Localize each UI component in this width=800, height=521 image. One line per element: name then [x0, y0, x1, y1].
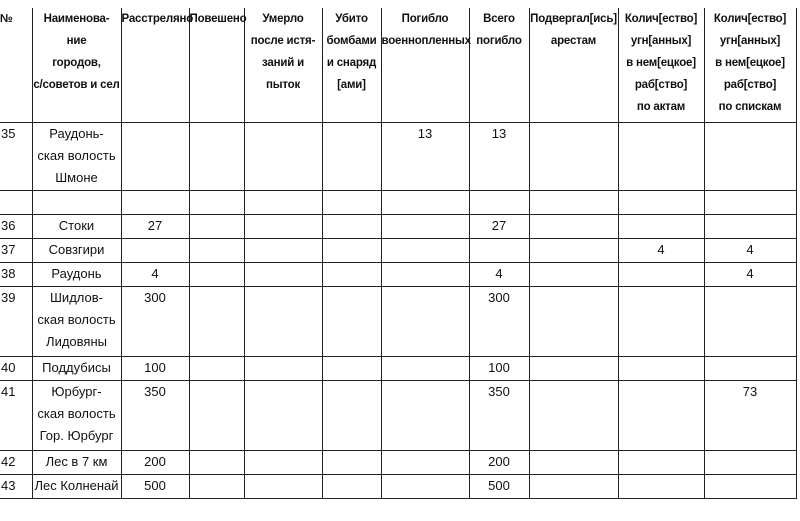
died-count [244, 380, 322, 450]
deported-acts-count [618, 450, 704, 474]
place-name-line: Шмоне [55, 169, 98, 185]
table-row [0, 190, 796, 214]
deported-lists-count [704, 450, 796, 474]
pow-count [381, 214, 469, 238]
place-name-line: ская волость [37, 405, 116, 421]
arrested-count [529, 190, 618, 214]
place-name-line: Раудонь [51, 265, 102, 281]
header-line: бомбами [326, 35, 377, 47]
pow-count [381, 356, 469, 380]
deported-acts-count [618, 190, 704, 214]
total-count: 300 [469, 286, 529, 356]
hanged-count [189, 190, 244, 214]
place-name-line: ская волость [37, 147, 116, 163]
header-line: угн[анных] [719, 35, 781, 47]
row-number: 37 [0, 238, 32, 262]
deported-lists-count [704, 356, 796, 380]
killed-count [322, 214, 381, 238]
table-row [0, 474, 796, 498]
header-line: угн[анных] [630, 35, 692, 47]
pow-count: 13 [381, 122, 469, 190]
table-body [0, 122, 796, 498]
row-number: 36 [0, 214, 32, 238]
total-count: 13 [469, 122, 529, 190]
casualty-table [0, 8, 797, 499]
header-line: заний и пыток [262, 57, 304, 91]
killed-count [322, 262, 381, 286]
deported-lists-count: 4 [704, 262, 796, 286]
header-line: Расстреляно [121, 13, 194, 25]
col-header-killed-bombs [322, 8, 381, 122]
deported-lists-count [704, 286, 796, 356]
place-name [32, 122, 121, 190]
header-line: № [0, 13, 13, 25]
col-header-number [0, 8, 32, 122]
place-name-line: Поддубисы [42, 359, 111, 375]
killed-count [322, 190, 381, 214]
header-line: по актам [636, 101, 686, 113]
place-name-line: Лидовяны [46, 333, 107, 349]
place-name [32, 356, 121, 380]
arrested-count [529, 214, 618, 238]
row-number: 42 [0, 450, 32, 474]
pow-count [381, 450, 469, 474]
died-count [244, 238, 322, 262]
shot-count: 200 [121, 450, 189, 474]
header-line: в нем[ецкое] [715, 57, 785, 69]
place-name [32, 286, 121, 356]
table-row [0, 122, 796, 190]
deported-lists-count [704, 190, 796, 214]
killed-count [322, 122, 381, 190]
total-count: 4 [469, 262, 529, 286]
shot-count: 100 [121, 356, 189, 380]
row-number [0, 190, 32, 214]
deported-acts-count [618, 214, 704, 238]
died-count [244, 356, 322, 380]
place-name [32, 380, 121, 450]
place-name-line: Юрбург- [51, 383, 102, 399]
arrested-count [529, 262, 618, 286]
table-row [0, 214, 796, 238]
died-count [244, 474, 322, 498]
col-header-arrested [529, 8, 618, 122]
col-header-total-dead [469, 8, 529, 122]
deported-lists-count [704, 474, 796, 498]
killed-count [322, 474, 381, 498]
shot-count: 500 [121, 474, 189, 498]
header-line: Погибло [401, 13, 449, 25]
died-count [244, 122, 322, 190]
col-header-shot [121, 8, 194, 122]
arrested-count [529, 450, 618, 474]
header-line: военнопленных [381, 35, 471, 47]
total-count: 350 [469, 380, 529, 450]
place-name [32, 474, 121, 498]
hanged-count [189, 380, 244, 450]
header-line: Наименова- [43, 13, 110, 25]
total-count: 200 [469, 450, 529, 474]
shot-count: 350 [121, 380, 189, 450]
table-row [0, 450, 796, 474]
killed-count [322, 356, 381, 380]
died-count [244, 190, 322, 214]
header-row [0, 8, 796, 122]
killed-count [322, 238, 381, 262]
total-count: 27 [469, 214, 529, 238]
shot-count [121, 122, 189, 190]
place-name-line: Лес в 7 км [45, 453, 108, 469]
hanged-count [189, 286, 244, 356]
place-name-line: Гор. Юрбург [39, 427, 114, 443]
header-line: и снаряд [326, 57, 377, 69]
died-count [244, 286, 322, 356]
place-name-line: Раудонь- [49, 125, 104, 141]
table-row [0, 356, 796, 380]
table-row [0, 286, 796, 356]
col-header-place-name [32, 8, 121, 122]
arrested-count [529, 286, 618, 356]
killed-count [322, 380, 381, 450]
header-line: ние [66, 35, 87, 47]
header-line: раб[ство] [634, 79, 688, 91]
pow-count [381, 190, 469, 214]
deported-acts-count [618, 262, 704, 286]
table-row [0, 262, 796, 286]
header-line: Подвергал[ись] [530, 13, 617, 25]
place-name-line: Совзгири [48, 241, 105, 257]
row-number: 39 [0, 286, 32, 356]
place-name [32, 214, 121, 238]
place-name-line: Стоки [58, 217, 95, 233]
place-name-line: Лес Колненай [34, 477, 119, 493]
place-name-line: Шидлов- [50, 289, 103, 305]
hanged-count [189, 122, 244, 190]
arrested-count [529, 474, 618, 498]
header-line: Убито [335, 13, 368, 25]
pow-count [381, 286, 469, 356]
header-line: арестам [550, 35, 597, 47]
hanged-count [189, 214, 244, 238]
row-number: 43 [0, 474, 32, 498]
deported-acts-count: 4 [618, 238, 704, 262]
pow-count [381, 238, 469, 262]
deported-acts-count [618, 286, 704, 356]
header-line: Колич[ество] [624, 13, 698, 25]
died-count [244, 262, 322, 286]
total-count [469, 238, 529, 262]
col-header-pow-died [381, 8, 469, 122]
shot-count: 27 [121, 214, 189, 238]
hanged-count [189, 238, 244, 262]
pow-count [381, 474, 469, 498]
header-line: в нем[ецкое] [626, 57, 696, 69]
shot-count [121, 190, 189, 214]
deported-lists-count: 73 [704, 380, 796, 450]
deported-acts-count [618, 122, 704, 190]
place-name [32, 190, 121, 214]
arrested-count [529, 238, 618, 262]
deported-acts-count [618, 380, 704, 450]
row-number: 40 [0, 356, 32, 380]
deported-lists-count [704, 214, 796, 238]
deported-lists-count: 4 [704, 238, 796, 262]
header-line: [ами] [337, 79, 366, 91]
died-count [244, 450, 322, 474]
header-line: с/советов и сел [33, 79, 120, 91]
row-number: 41 [0, 380, 32, 450]
col-header-deported-acts [618, 8, 704, 122]
hanged-count [189, 474, 244, 498]
deported-acts-count [618, 356, 704, 380]
total-count: 100 [469, 356, 529, 380]
place-name [32, 262, 121, 286]
killed-count [322, 286, 381, 356]
total-count [469, 190, 529, 214]
header-line: раб[ство] [723, 79, 777, 91]
table-row [0, 380, 796, 450]
pow-count [381, 262, 469, 286]
place-name [32, 238, 121, 262]
header-line: по спискам [718, 101, 782, 113]
deported-acts-count [618, 474, 704, 498]
header-line: Повешено [189, 13, 247, 25]
died-count [244, 214, 322, 238]
place-name [32, 450, 121, 474]
table-row [0, 238, 796, 262]
hanged-count [189, 450, 244, 474]
col-header-hanged [189, 8, 247, 122]
arrested-count [529, 380, 618, 450]
header-line: погибло [476, 35, 522, 47]
killed-count [322, 450, 381, 474]
row-number: 35 [0, 122, 32, 190]
shot-count: 4 [121, 262, 189, 286]
header-line: Всего [483, 13, 515, 25]
row-number: 38 [0, 262, 32, 286]
hanged-count [189, 356, 244, 380]
header-line: Умерло [262, 13, 304, 25]
pow-count [381, 380, 469, 450]
header-line: после истя- [250, 35, 316, 47]
header-line: городов, [52, 57, 101, 69]
deported-lists-count [704, 122, 796, 190]
total-count: 500 [469, 474, 529, 498]
arrested-count [529, 122, 618, 190]
header-line: Колич[ество] [713, 13, 787, 25]
shot-count [121, 238, 189, 262]
arrested-count [529, 356, 618, 380]
place-name-line: ская волость [37, 311, 116, 327]
hanged-count [189, 262, 244, 286]
col-header-deported-lists [704, 8, 796, 122]
shot-count: 300 [121, 286, 189, 356]
col-header-died-torture [244, 8, 322, 122]
